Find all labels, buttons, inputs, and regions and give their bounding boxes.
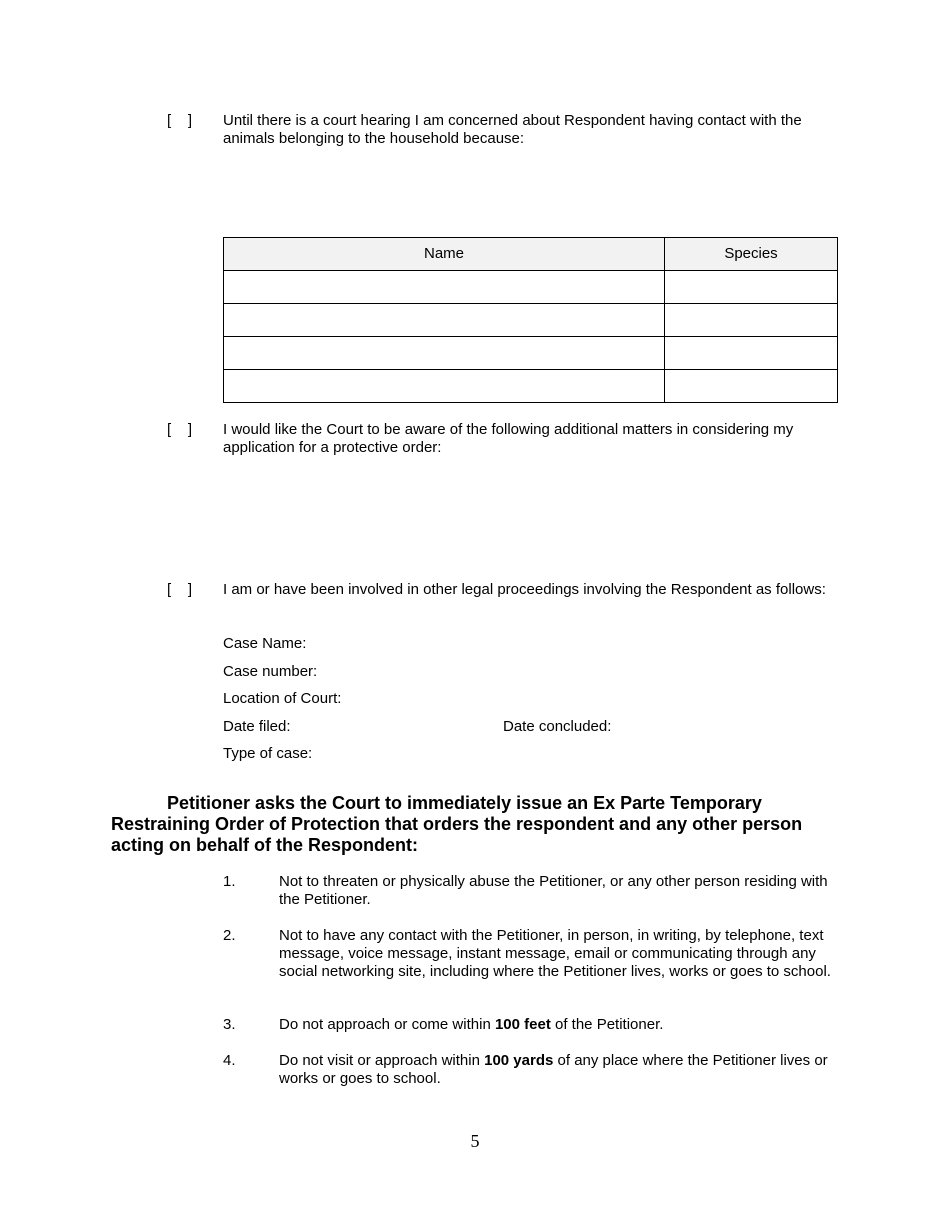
checkbox-other-proceedings[interactable]: [ ] <box>167 581 193 598</box>
name-column-header: Name <box>224 238 665 271</box>
other-proceedings-text: I am or have been involved in other legal proceedings involving the Respondent as follows: <box>223 581 826 598</box>
checkbox-additional-matters[interactable]: [ ] <box>167 421 193 438</box>
order-item-text <box>279 1052 839 1088</box>
animal-name-cell[interactable] <box>224 271 665 304</box>
page-number: 5 <box>470 1131 480 1151</box>
date-filed-label: Date filed: <box>223 718 291 735</box>
order-number: 4. <box>223 1052 236 1069</box>
animals-contact-text: Until there is a court hearing I am concerned about Respondent having contact with the animals belonging to the household because: <box>223 112 802 147</box>
animals-table <box>223 237 838 403</box>
court-location-label: Location of Court: <box>223 690 342 707</box>
animal-species-cell[interactable] <box>665 271 838 304</box>
date-concluded-label: Date concluded: <box>503 718 612 735</box>
animal-species-cell[interactable] <box>665 337 838 370</box>
order-item-text: Not to have any contact with the Petitioner, in person, in writing, by telephone, text message, voice message, instant message, email or communicating through any social networking site, including where the Petitioner lives, works or goes to school. <box>279 927 831 980</box>
table-row <box>224 370 838 403</box>
case-type-label: Type of case: <box>223 745 313 762</box>
checkbox-animals-contact[interactable]: [ ] <box>167 112 193 129</box>
distance-emphasis: 100 feet <box>494 1016 551 1033</box>
animals-table-header <box>224 238 838 271</box>
order-text-part: of any place where the Petitioner lives or works or goes to school. <box>279 1052 828 1087</box>
order-item-text <box>279 1016 839 1034</box>
animal-species-cell[interactable] <box>665 304 838 337</box>
order-text-part: of the Petitioner. <box>550 1016 664 1033</box>
order-number: 3. <box>223 1016 236 1033</box>
table-row <box>224 271 838 304</box>
animal-species-cell[interactable] <box>665 370 838 403</box>
order-text-part: Do not approach or come within <box>279 1016 495 1033</box>
case-number-label: Case number: <box>223 663 318 680</box>
table-row <box>224 304 838 337</box>
order-number: 2. <box>223 927 236 944</box>
order-number: 1. <box>223 873 236 890</box>
order-request-heading: Petitioner asks the Court to immediately issue an Ex Parte Temporary Restraining Order of Protection that orders the respondent and any other person acting on behalf of the Respondent: <box>111 793 803 855</box>
additional-matters-text: I would like the Court to be aware of the following additional matters in considering my application for a protective order: <box>223 421 794 456</box>
animal-name-cell[interactable] <box>224 337 665 370</box>
species-column-header: Species <box>665 238 838 271</box>
animal-name-cell[interactable] <box>224 370 665 403</box>
distance-emphasis: 100 yards <box>484 1052 554 1069</box>
table-row <box>224 337 838 370</box>
animal-name-cell[interactable] <box>224 304 665 337</box>
case-name-label: Case Name: <box>223 635 307 652</box>
order-text-part: Do not visit or approach within <box>279 1052 485 1069</box>
order-item-text: Not to threaten or physically abuse the Petitioner, or any other person residing with the Petitioner. <box>279 873 828 908</box>
